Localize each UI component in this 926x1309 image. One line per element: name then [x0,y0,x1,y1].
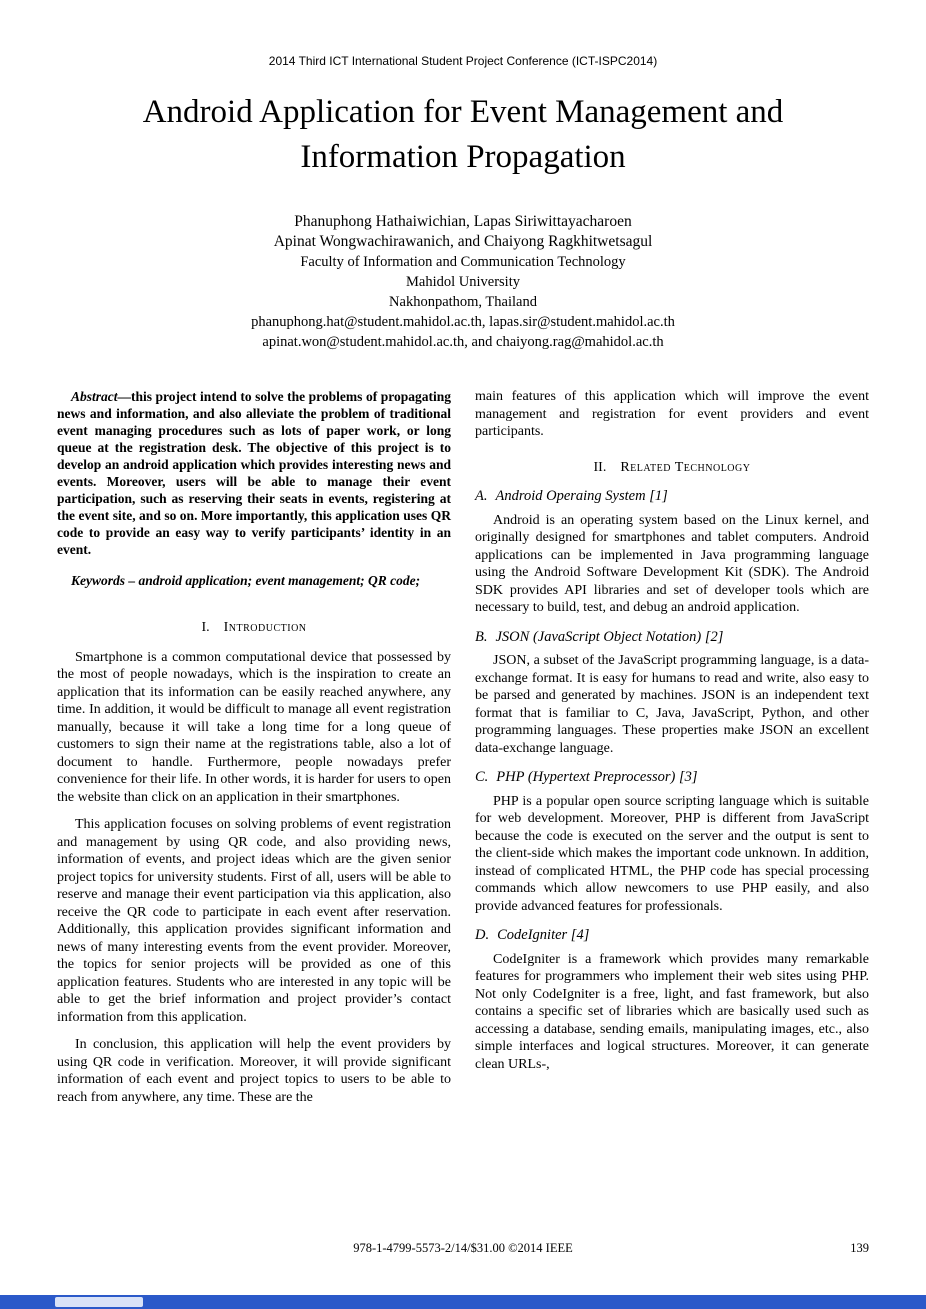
affiliation-university: Mahidol University [406,274,520,290]
right-column [475,388,869,1116]
subsection-body-android: Android is an operating system based on the Linux kernel, and originally designed for smartphones and tablet computers. Android applications can be implemented in Java programming language using the Android Software Development Kit (SDK). The Android SDK provides API libraries and set of developer tools which are necessary to build, test, and debug an android application. [475,512,869,615]
abstract-label: Abstract [71,389,118,404]
paper-title [0,90,926,180]
subsection-heading-php [475,769,869,787]
abstract-text: —this project intend to solve the problems of propagating news and information, and also alleviate the problem of traditional event managing procedures such as lots of paper work, or long queue at the registration desk. The objective of this project is to develop an android application which provides interesting news and events. Moreover, users will be able to manage their event participation, such as reserving their seats in events, registering at the event site, and so on. More importantly, this application uses QR code to provide an easy way to verify participants’ identity in an event. [57,389,451,557]
subsection-body-php: PHP is a popular open source scripting language which is suitable for web development. Moreover, PHP is different from JavaScript because the code is executed on the server and the output is sent to the client-side which makes the important code unknown. In addition, instead of complicated HTML, the PHP code has special processing commands which allow newcomers to use PHP easily, and also provide advanced features for professionals. [475,793,869,914]
paper-title-line2: Information Propagation [300,139,626,175]
page-number: 139 [850,1241,869,1255]
copyright-notice: 978-1-4799-5573-2/14/$31.00 ©2014 IEEE [353,1241,573,1255]
affiliation-location: Nakhonpathom, Thailand [389,294,537,310]
author-emails-line1: phanuphong.hat@student.mahidol.ac.th, lapas.sir@student.mahidol.ac.th [251,314,675,330]
subsection-title: JSON (JavaScript Object Notation) [2] [495,628,724,645]
page-footer [57,1241,869,1257]
affiliation-faculty: Faculty of Information and Communication Technology [300,254,626,270]
subsection-title: CodeIgniter [4] [497,927,590,943]
intro-continuation-paragraph: main features of this application which will improve the event management and registration for event providers and event participants. [475,389,869,439]
intro-paragraph-1: Smartphone is a common computational device that possessed by the most of people nowadays, which is the inspiration to create an application that its information can be easily reached anywhere, any time. In addition, it would be difficult to manage all event registration manually, because it will take a long time for a long queue of customers to sign their name at the registrations table, also a lot of document to handle. Furthermore, people nowadays prefer convenience for their life. In other words, it is harder for users to open the website than click on an application in their smartphones. [57,649,451,805]
section-number: I. [201,620,210,635]
intro-paragraph-2: This application focuses on solving problems of event registration and management by using QR code, and also providing news, information of events, and project ideas which are the given senior project topics for university students. First of all, users will be able to reserve and manage their event participation via this application, also receive the QR code to participate in each event after reservation. Additionally, this application provides significant information and news of many interesting events from the event provider. Moreover, the topics for senior projects will be provided as one of this application features. Students who are interested in any topic will be able to get the brief information and project provider’s contact information from this application. [57,817,451,1025]
subsection-title: Android Operaing System [1] [495,488,668,504]
subsection-title: PHP (Hypertext Preprocessor) [3] [496,769,698,785]
paper-title-line1: Android Application for Event Management and [142,94,784,130]
subsection-body-codeigniter: CodeIgniter is a framework which provides many remarkable features for programmers who implement their web sites using PHP. Not only CodeIgniter is a free, light, and fast framework, but also contains a specific set of libraries which are basically used such as accessing a database, sending emails, manipulating images, etc., also simple interfaces and logical structures. Moreover, it can generate clean URLs-, [475,951,869,1072]
conference-header: 2014 Third ICT International Student Project Conference (ICT-ISPC2014) [268,54,658,68]
two-column-body [0,388,926,1116]
bottom-taskbar [0,1295,926,1309]
section-heading-introduction [57,619,451,637]
author-emails-line2: apinat.won@student.mahidol.ac.th, and chaiyong.rag@mahidol.ac.th [262,334,664,350]
author-block [0,212,926,352]
abstract-paragraph [57,388,451,558]
keywords-line: Keywords – android application; event management; QR code; [71,573,421,588]
subsection-label: C. [475,769,489,785]
authors-line2: Apinat Wongwachirawanich, and Chaiyong Ragkhitwetsagul [273,233,653,250]
authors-line1: Phanuphong Hathaiwichian, Lapas Siriwittayacharoen [294,213,632,230]
left-column [57,388,451,1116]
section-title: Introduction [223,620,307,635]
subsection-label: D. [475,927,490,943]
section-number: II. [593,459,607,475]
subsection-label: A. [475,488,488,504]
subsection-heading-codeigniter [475,927,869,945]
subsection-label: B. [475,628,488,645]
intro-paragraph-3: In conclusion, this application will help the event providers by using QR code in verification. Moreover, it will provide significant information of each event and project topics to users to be able to reach from anywhere, any time. These are the [57,1037,451,1105]
taskbar-button[interactable] [55,1297,143,1307]
subsection-heading-json [475,629,869,647]
subsection-heading-android [475,488,869,506]
subsection-body-json: JSON, a subset of the JavaScript programming language, is a data-exchange format. It is easy for humans to read and write, also easy to be parsed and generated by machines. JSON is an independent text format that is familiar to C, Java, JavaScript, Python, and other programming languages. These properties make JSON an excellent data-exchange language. [475,653,869,756]
section-heading-related-technology [475,459,869,477]
section-title: Related Technology [620,459,751,475]
